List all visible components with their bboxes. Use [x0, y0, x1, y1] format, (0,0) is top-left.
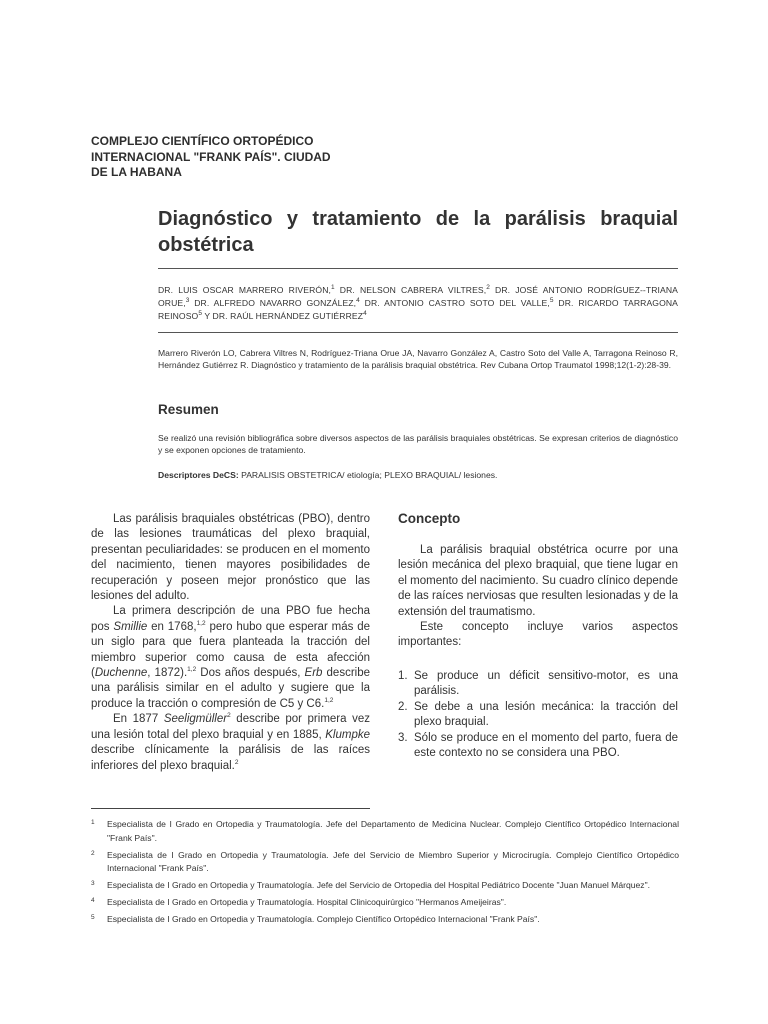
- author-name: Erb: [304, 667, 323, 680]
- resumen-text: Se realizó una revisión bibliográfica sobre diversos aspectos de las parálisis braquiales obstétricas. Se expresan criterios de diagnóstico y se exponen opciones de tratamiento.: [158, 433, 678, 456]
- ref: 1,2: [187, 666, 197, 674]
- concepto-heading: Concepto: [398, 511, 461, 526]
- list-text: Se produce un déficit sensitivo-motor, es una parálisis.: [414, 670, 678, 698]
- footnote: [91, 818, 679, 846]
- footnote-divider: [91, 808, 370, 809]
- list-number: 2.: [398, 700, 408, 713]
- list-item: [398, 669, 678, 700]
- list-text: Se debe a una lesión mecánica: la tracción del plexo braquial.: [414, 700, 678, 729]
- left-column: [91, 512, 370, 774]
- paragraph: Este concepto incluye varios aspectos importantes:: [398, 621, 678, 649]
- footnotes: [91, 818, 679, 930]
- footnote-number: 1: [91, 819, 95, 826]
- author-affil: 3: [185, 297, 190, 305]
- list-number: 3.: [398, 731, 408, 744]
- footnote: [91, 849, 679, 877]
- footnote-number: 5: [91, 913, 95, 921]
- footnote: [91, 879, 679, 893]
- institution-line: COMPLEJO CIENTÍFICO ORTOPÉDICO: [91, 134, 314, 148]
- text: , 1872).: [147, 667, 188, 680]
- footnote: [91, 913, 679, 927]
- footnote-text: Especialista de I Grado en Ortopedia y Traumatología. Hospital Clinicoquirúrgico "Hermanos Ameijeiras".: [107, 896, 507, 907]
- author-name: Smillie: [113, 620, 148, 633]
- footnote-text: Especialista de I Grado en Ortopedia y Traumatología. Jefe del Servicio de Miembro Superior y Microcirugía. Complejo Científico Ortopédico Internacional "Frank País".: [107, 849, 679, 874]
- right-column: [398, 543, 678, 651]
- paragraph: Las parálisis braquiales obstétricas (PBO), dentro de las lesiones traumáticas del plexo braquial, presentan peculiaridades: se producen en el momento del nacimiento, tienen mayores posibilidades de recuperación y poseen mejor pronóstico que las lesiones del adulto.: [91, 513, 370, 603]
- ref: 2: [234, 758, 239, 766]
- decs-label: Descriptores DeCS:: [158, 470, 239, 480]
- institution-header: [91, 134, 391, 181]
- decs-text: PARALISIS OBSTETRICA/ etiología; PLEXO BRAQUIAL/ lesiones.: [238, 470, 498, 480]
- footnote-number: 2: [91, 849, 95, 857]
- footnote-number: 4: [91, 896, 95, 904]
- author-affil: 5: [198, 310, 203, 318]
- author-affil: 4: [363, 310, 367, 318]
- author-list: [158, 284, 678, 323]
- list-text: Sólo se produce en el momento del parto, fuera de este contexto no se considera una PBO.: [414, 731, 678, 760]
- author-affil: 2: [486, 284, 490, 292]
- ref: 2: [227, 712, 231, 720]
- author-name: Seeligmüller: [163, 713, 228, 726]
- article-title: Diagnóstico y tratamiento de la parálisis braquial obstétrica: [158, 208, 678, 256]
- ref: 1,2: [324, 697, 334, 705]
- footnote: [91, 896, 679, 910]
- divider: [158, 268, 678, 269]
- text: en 1768,: [147, 620, 197, 633]
- list-item: [398, 700, 678, 731]
- text: describe clínicamente la parálisis de las raíces inferiores del plexo braquial.: [91, 744, 370, 772]
- ref: 1,2: [196, 620, 206, 628]
- author: Y DR. RAÚL HERNÁNDEZ GUTIÉRREZ: [202, 311, 364, 321]
- author: DR. ALFREDO NAVARRO GONZÁLEZ,: [189, 298, 357, 308]
- author: DR. NELSON CABRERA VILTRES,: [334, 285, 487, 295]
- text: describe una parálisis similar en el adulto y sugiere que la produce la tracción o compresión de C5 y C6.: [91, 667, 370, 710]
- list-item: [398, 731, 678, 762]
- paragraph: La parálisis braquial obstétrica ocurre por una lesión mecánica del plexo braquial, que tiene lugar en el momento del nacimiento. Su cuadro clínico depende de las raíces nerviosas que resulten lesionadas y de la extensión del traumatismo.: [398, 544, 679, 618]
- list-number: 1.: [398, 670, 408, 682]
- footnote-text: Especialista de I Grado en Ortopedia y Traumatología. Complejo Científico Ortopédico Internacional "Frank País".: [107, 913, 540, 924]
- text: En 1877: [113, 713, 164, 726]
- text: pero hubo que esperar más de un siglo para que fuera planteada la tracción del miembro superior como causa de esta afección (: [91, 620, 371, 680]
- paragraph: [91, 712, 370, 774]
- author: DR. JOSÉ ANTONIO RODRÍGUEZ--TRIANA ORUE,: [158, 285, 678, 308]
- decs-descriptors: [158, 469, 678, 481]
- author-affil: 1: [331, 284, 335, 292]
- author-affil: 5: [549, 297, 554, 305]
- citation: Marrero Riverón LO, Cabrera Viltres N, Rodríguez-Triana Orue JA, Navarro González A, Castro Soto del Valle A, Tarragona Reinoso R, Hernández Gutiérrez R. Diagnóstico y tratamiento de la parálisis braquial obstétrica. Rev Cubana Ortop Traumatol 1998;12(1-2):28-39.: [158, 348, 678, 371]
- footnote-number: 3: [91, 880, 95, 888]
- author-name: Klumpke: [325, 728, 370, 741]
- author: DR. LUIS OSCAR MARRERO RIVERÓN,: [158, 285, 331, 295]
- author-name: Duchenne: [94, 667, 148, 680]
- text: Dos años después,: [196, 667, 305, 680]
- footnote-text: Especialista de I Grado en Ortopedia y Traumatología. Jefe del Servicio de Ortopedia del Hospital Pediátrico Docente "Juan Manuel Márquez".: [107, 880, 651, 891]
- paragraph: [91, 604, 370, 712]
- author: DR. RICARDO TARRAGONA REINOSO: [158, 298, 678, 321]
- footnote-text: Especialista de I Grado en Ortopedia y Traumatología. Jefe del Departamento de Medicina Nuclear. Complejo Científico Ortopédico Internacional "Frank País".: [107, 819, 679, 843]
- concept-list: [398, 669, 678, 761]
- text: La primera descripción de una PBO fue hecha pos: [91, 605, 370, 633]
- divider: [158, 332, 678, 333]
- text: describe por primera vez una lesión total del plexo braquial y en 1885,: [91, 713, 370, 741]
- author-affil: 4: [356, 297, 360, 305]
- resumen-heading: Resumen: [158, 402, 219, 417]
- institution-line: DE LA HABANA: [91, 165, 182, 179]
- author: DR. ANTONIO CASTRO SOTO DEL VALLE,: [359, 298, 550, 308]
- institution-line: INTERNACIONAL "FRANK PAÍS". CIUDAD: [91, 149, 331, 164]
